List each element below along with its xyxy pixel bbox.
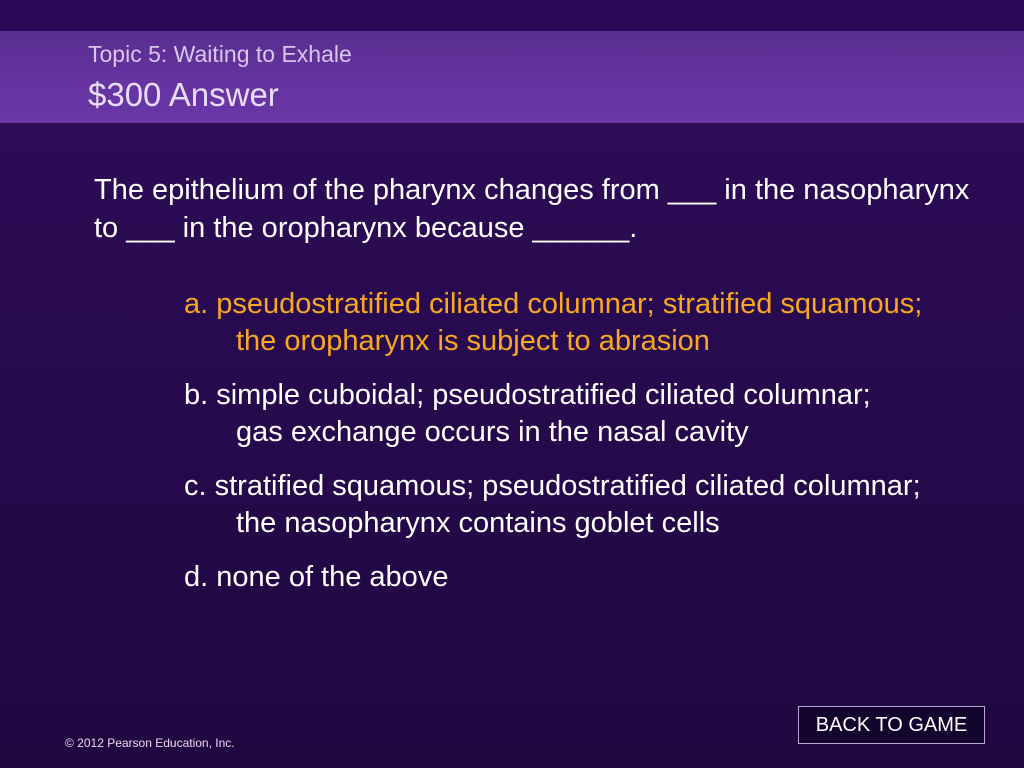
top-strip bbox=[0, 0, 1024, 31]
option-b: b. simple cuboidal; pseudostratified ciliated columnar; gas exchange occurs in the nasal cavity bbox=[184, 379, 871, 448]
answer-options bbox=[184, 286, 924, 613]
question-text: The epithelium of the pharynx changes from ___ in the nasopharynx to ___ in the oropharynx because ______. bbox=[94, 174, 970, 244]
copyright-notice: © 2012 Pearson Education, Inc. bbox=[65, 736, 235, 750]
back-to-game-button[interactable]: BACK TO GAME bbox=[798, 706, 985, 744]
option-a: a. pseudostratified ciliated columnar; stratified squamous; the oropharynx is subject to abrasion bbox=[184, 288, 923, 357]
option-d: d. none of the above bbox=[184, 561, 449, 593]
answer-title: $300 Answer bbox=[88, 76, 279, 113]
topic-title: Topic 5: Waiting to Exhale bbox=[88, 41, 352, 67]
option-c: c. stratified squamous; pseudostratified ciliated columnar; the nasopharynx contains goblet cells bbox=[184, 470, 921, 539]
